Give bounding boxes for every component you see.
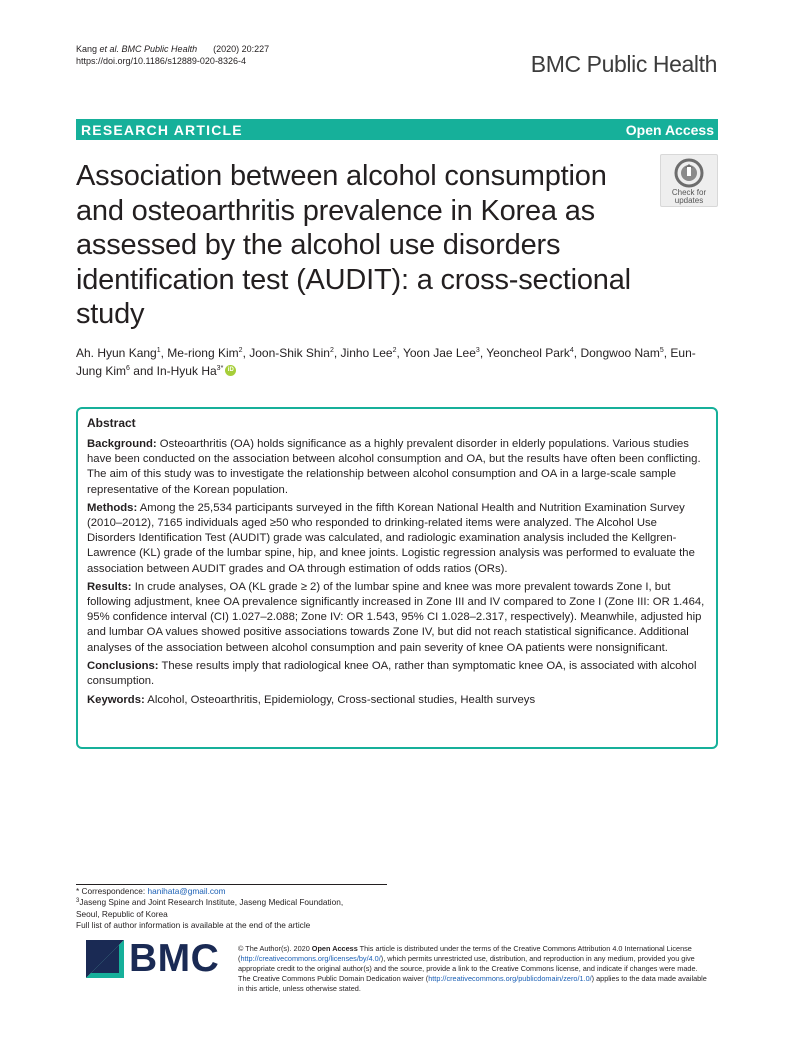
check-for-updates-button[interactable] xyxy=(660,154,718,207)
license-text-4: ) applies to the data made available in this article, unless otherwise stated. xyxy=(238,974,707,993)
keywords-label: Keywords: xyxy=(87,694,145,707)
doi-link[interactable]: https://doi.org/10.1186/s12889-020-8326-4 xyxy=(76,56,246,66)
license-text-2: This article is distributed under the terms of the Creative Commons Attribution 4.0 International License ( xyxy=(238,944,692,963)
citation-authors: Kang xyxy=(76,44,100,54)
author-entry xyxy=(580,346,663,360)
license-text-3: ), which permits unrestricted use, distribution, and reproduction in any medium, provided you give appropriate credit to the original author(s) and the source, provide a link to the Creative Commons license, and indicate if changes were made. The Creative Commons Public Domain Dedication waiver ( xyxy=(238,954,698,983)
check-for-updates-line2: updates xyxy=(674,196,704,205)
check-for-updates-icon xyxy=(674,158,704,188)
author-entry xyxy=(249,346,334,360)
author-separator: , xyxy=(663,346,671,360)
orcid-label: iD xyxy=(227,367,234,373)
author-separator: , xyxy=(479,346,487,360)
abstract-results xyxy=(87,580,706,656)
bmc-logo-mark-icon xyxy=(86,940,124,978)
results-text: In crude analyses, OA (KL grade ≥ 2) of the lumbar spine and knee was more prevalent towards Zone I, but following adjustment, knee OA prevalence significantly increased in Zone III and IV compared to Zone I (Zone III: OR 1.464, 95% confidence interval (CI) 1.027–2.088; Zone IV: OR 1.543, 95% CI 1.028–2.317, respectively). Meanwhile, adjusted hip and lumbar OA values showed positive associations towards Zone IV, but did not reach statistical significance. Additional analyses of the association between alcohol consumption and pain severity of knee OA patients were nonsignificant. xyxy=(87,580,705,654)
author-separator: and xyxy=(129,364,157,378)
author-name[interactable]: Jinho Lee xyxy=(340,346,393,360)
author-separator: , xyxy=(160,346,168,360)
author-affiliation: 1 xyxy=(156,347,161,354)
check-for-updates-line1: Check for xyxy=(671,188,707,197)
author-name[interactable]: Yeoncheol Park xyxy=(486,346,570,360)
abstract-background xyxy=(87,437,706,498)
license-text-1: © The Author(s). 2020 xyxy=(238,944,312,953)
bmc-logo-text: BMC xyxy=(129,937,220,980)
author-name[interactable]: Me-riong Kim xyxy=(167,346,239,360)
affiliation-number: 3 xyxy=(76,898,80,905)
abstract-methods xyxy=(87,501,706,577)
citation-etal: et al. xyxy=(99,44,120,54)
author-separator: , xyxy=(333,346,341,360)
article-title: Association between alcohol consumption and osteoarthritis prevalence in Korea as assessed by the alcohol use disorders identification test (AUDIT): a cross-sectional study xyxy=(76,160,631,330)
methods-text: Among the 25,534 participants surveyed in the fifth Korean National Health and Nutrition Examination Survey (2010–2012), 7165 individuals aged ≥50 who responded to drinking-related items were analyzed. The Alcohol Use Disorders Identification Test (AUDIT) grade was calculated, and radiologic examination analysis included the Kellgren-Lawrence (KL) grade of the lumbar spine, hip, and knee joints. Logistic regression analysis was performed to evaluate the association between AUDIT grades and OA through estimation of odds ratios (ORs). xyxy=(87,501,695,575)
correspondence-line xyxy=(76,886,396,897)
correspondence-label: * Correspondence: xyxy=(76,886,148,896)
methods-label: Methods: xyxy=(87,501,138,514)
bmc-logo xyxy=(86,937,226,980)
abstract-keywords xyxy=(87,693,706,708)
author-affiliation: 6 xyxy=(126,365,130,372)
author-name[interactable]: Eun-Jung Kim xyxy=(76,346,696,378)
author-entry xyxy=(486,346,574,360)
affiliation-text-2: Seoul, Republic of Korea xyxy=(76,908,168,919)
conclusions-text: These results imply that radiological knee OA, rather than symptomatic knee OA, is associated with alcohol consumption. xyxy=(87,659,697,688)
author-separator: , xyxy=(396,346,403,360)
abstract-heading: Abstract xyxy=(87,416,136,430)
check-for-updates-label xyxy=(672,189,706,205)
results-label: Results: xyxy=(87,580,132,593)
license-open-access: Open Access xyxy=(311,944,358,953)
citation-journal: BMC Public Health xyxy=(119,44,198,54)
abstract-box xyxy=(76,407,718,749)
license-link-cc0[interactable]: http://creativecommons.org/publicdomain/zero/1.0/ xyxy=(428,974,592,983)
author-list xyxy=(76,344,718,380)
orcid-icon[interactable] xyxy=(225,365,236,376)
author-affiliation: 4 xyxy=(569,347,574,354)
author-affiliation: 2 xyxy=(392,347,397,354)
author-name[interactable]: Joon-Shik Shin xyxy=(249,346,330,360)
open-access-label: Open Access xyxy=(625,121,714,138)
author-name[interactable]: Dongwoo Nam xyxy=(580,346,660,360)
author-name[interactable]: Yoon Jae Lee xyxy=(402,346,476,360)
author-name[interactable]: In-Hyuk Ha xyxy=(156,364,217,378)
author-affiliation: 3 xyxy=(475,347,480,354)
author-affiliation: 2 xyxy=(238,347,243,354)
affiliation-text-1: Jaseng Spine and Joint Research Institute, Jaseng Medical Foundation, xyxy=(79,897,344,908)
author-name[interactable]: Ah. Hyun Kang xyxy=(76,346,157,360)
license-statement xyxy=(238,944,708,994)
author-entry xyxy=(403,346,480,360)
license-link-cc-by[interactable]: http://creativecommons.org/licenses/by/4.0/ xyxy=(240,954,381,963)
keywords-text: Alcohol, Osteoarthritis, Epidemiology, Cross-sectional studies, Health surveys xyxy=(144,694,536,707)
author-affiliation: 3* xyxy=(216,365,224,372)
journal-name: BMC Public Health xyxy=(530,51,717,77)
author-entry xyxy=(167,346,242,360)
author-separator: , xyxy=(242,346,250,360)
author-entry xyxy=(76,346,161,360)
footnotes xyxy=(76,886,396,932)
correspondence-email-link[interactable]: hanihata@gmail.com xyxy=(147,886,226,896)
author-affiliation: 2 xyxy=(329,347,334,354)
abstract-conclusions xyxy=(87,659,706,689)
citation-block xyxy=(76,43,269,67)
conclusions-label: Conclusions: xyxy=(87,659,159,672)
footnote-divider xyxy=(76,884,387,885)
background-text: Osteoarthritis (OA) holds significance as a highly prevalent disorder in elderly populations. Various studies have been conducted on the association between alcohol consumption and OA, but the results have often been conflicting. The aim of this study was to investigate the relationship between alcohol consumption and OA in a large-scale sample representative of the Korean population. xyxy=(87,438,701,496)
author-entry xyxy=(157,364,224,378)
article-type-label: RESEARCH ARTICLE xyxy=(81,121,243,138)
author-affiliation: 5 xyxy=(659,347,664,354)
author-entry xyxy=(341,346,397,360)
citation-year: (2020) 20:227 xyxy=(213,44,270,54)
background-label: Background: xyxy=(87,438,157,450)
article-type-bar xyxy=(76,119,718,140)
author-separator: , xyxy=(573,346,581,360)
full-author-info-note: Full list of author information is available at the end of the article xyxy=(76,920,311,931)
affiliation-line xyxy=(76,897,396,908)
citation-line xyxy=(76,43,269,55)
